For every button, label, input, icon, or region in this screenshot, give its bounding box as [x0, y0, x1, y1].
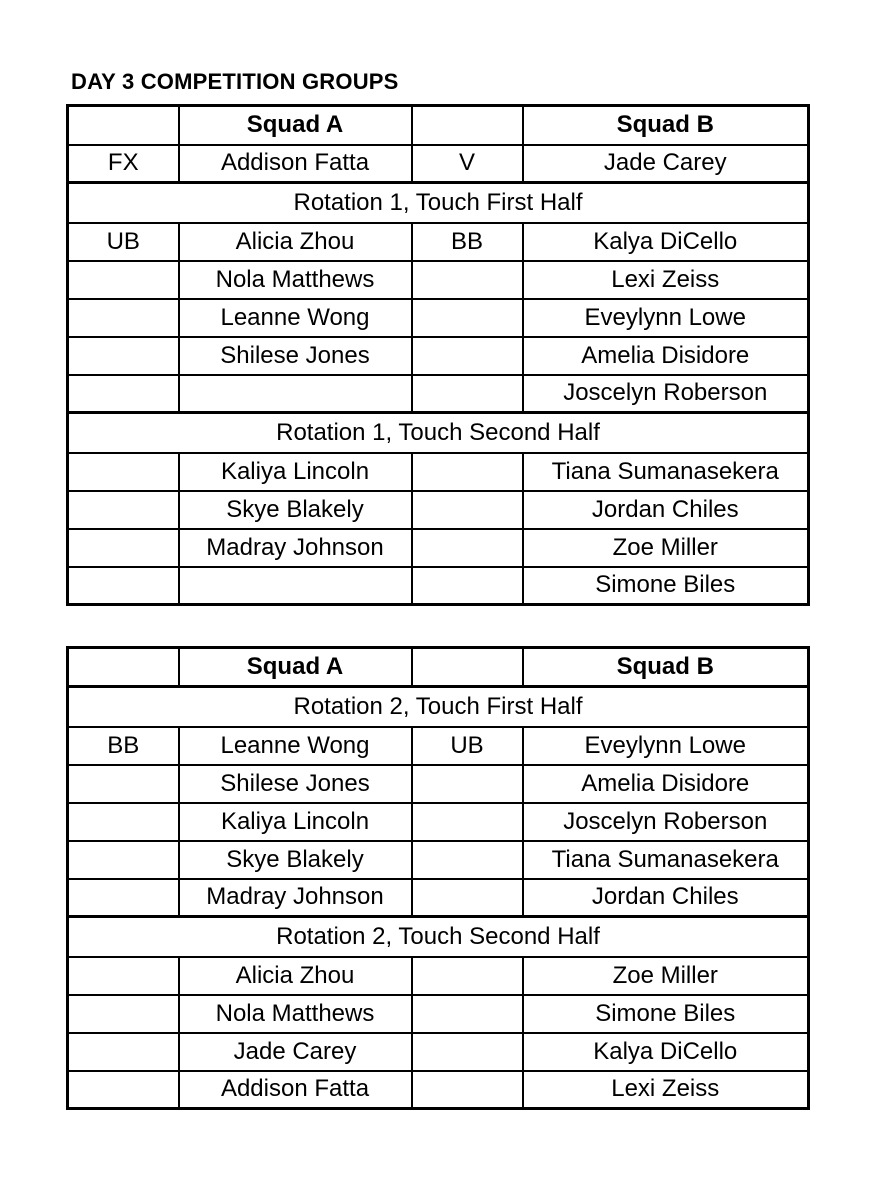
table-row: [68, 1033, 809, 1071]
squad-a-athlete: [179, 567, 412, 605]
event-a-cell: FX: [68, 145, 179, 183]
event-b-cell: [412, 491, 523, 529]
squad-b-athlete: Kalya DiCello: [523, 223, 809, 261]
squad-b-athlete: Jordan Chiles: [523, 879, 809, 917]
event-a-cell: [68, 841, 179, 879]
event-b-cell: [412, 261, 523, 299]
squad-b-athlete: Jade Carey: [523, 145, 809, 183]
table-row: [68, 299, 809, 337]
squad-b-athlete: Eveylynn Lowe: [523, 299, 809, 337]
table-row: [68, 727, 809, 765]
squad-a-athlete: Kaliya Lincoln: [179, 803, 412, 841]
table-row: [68, 491, 809, 529]
event-a-cell: [68, 995, 179, 1033]
event-b-cell: BB: [412, 223, 523, 261]
event-b-cell: UB: [412, 727, 523, 765]
event-b-cell: V: [412, 145, 523, 183]
event-a-cell: [68, 567, 179, 605]
event-b-cell: [412, 995, 523, 1033]
squad-a-athlete: Addison Fatta: [179, 1071, 412, 1109]
table-row: [68, 803, 809, 841]
rotation-heading-row: [68, 687, 809, 727]
squad-b-athlete: Jordan Chiles: [523, 491, 809, 529]
event-b-cell: [412, 375, 523, 413]
event-b-cell: [412, 299, 523, 337]
header-event-b: [412, 106, 523, 145]
squad-b-athlete: Kalya DiCello: [523, 1033, 809, 1071]
table-row: [68, 879, 809, 917]
rotation-heading: Rotation 1, Touch Second Half: [68, 413, 809, 453]
squad-b-athlete: Joscelyn Roberson: [523, 375, 809, 413]
squad-b-athlete: Tiana Sumanasekera: [523, 453, 809, 491]
header-squad-a: Squad A: [179, 106, 412, 145]
event-a-cell: [68, 803, 179, 841]
squad-b-athlete: Lexi Zeiss: [523, 261, 809, 299]
squad-a-athlete: Nola Matthews: [179, 995, 412, 1033]
event-b-cell: [412, 765, 523, 803]
table-row: [68, 529, 809, 567]
squad-a-athlete: Skye Blakely: [179, 841, 412, 879]
squad-b-athlete: Zoe Miller: [523, 529, 809, 567]
header-squad-b: Squad B: [523, 648, 809, 687]
table-row: [68, 841, 809, 879]
event-a-cell: [68, 337, 179, 375]
table-row: [68, 223, 809, 261]
header-event-a: [68, 106, 179, 145]
table-row: [68, 453, 809, 491]
rotation-heading-row: [68, 183, 809, 223]
event-b-cell: [412, 337, 523, 375]
page-title: DAY 3 COMPETITION GROUPS: [71, 69, 399, 94]
header-squad-a: Squad A: [179, 648, 412, 687]
event-a-cell: BB: [68, 727, 179, 765]
squad-a-athlete: Madray Johnson: [179, 529, 412, 567]
rotation-heading: Rotation 2, Touch Second Half: [68, 917, 809, 957]
table-row: [68, 765, 809, 803]
table-row: [68, 337, 809, 375]
squad-b-athlete: Simone Biles: [523, 995, 809, 1033]
table-row: [68, 567, 809, 605]
squad-a-athlete: Madray Johnson: [179, 879, 412, 917]
event-b-cell: [412, 1071, 523, 1109]
event-b-cell: [412, 529, 523, 567]
table-header-row: [68, 106, 809, 145]
squad-b-athlete: Eveylynn Lowe: [523, 727, 809, 765]
event-a-cell: [68, 879, 179, 917]
squad-a-athlete: Nola Matthews: [179, 261, 412, 299]
event-a-cell: [68, 491, 179, 529]
squad-b-athlete: Lexi Zeiss: [523, 1071, 809, 1109]
event-b-cell: [412, 567, 523, 605]
table-row: [68, 995, 809, 1033]
event-a-cell: UB: [68, 223, 179, 261]
event-a-cell: [68, 261, 179, 299]
rotation-heading: Rotation 2, Touch First Half: [68, 687, 809, 727]
table-row: [68, 957, 809, 995]
squad-b-athlete: Tiana Sumanasekera: [523, 841, 809, 879]
squad-a-athlete: Kaliya Lincoln: [179, 453, 412, 491]
squad-b-athlete: Amelia Disidore: [523, 765, 809, 803]
rotation-heading-row: [68, 413, 809, 453]
competition-table-2: [66, 646, 810, 1110]
event-a-cell: [68, 1071, 179, 1109]
rotation-heading-row: [68, 917, 809, 957]
table-header-row: [68, 648, 809, 687]
event-b-cell: [412, 957, 523, 995]
rotation-heading: Rotation 1, Touch First Half: [68, 183, 809, 223]
squad-a-athlete: Addison Fatta: [179, 145, 412, 183]
event-b-cell: [412, 453, 523, 491]
squad-b-athlete: Joscelyn Roberson: [523, 803, 809, 841]
event-b-cell: [412, 803, 523, 841]
competition-table-1: [66, 104, 810, 606]
squad-b-athlete: Amelia Disidore: [523, 337, 809, 375]
event-b-cell: [412, 1033, 523, 1071]
event-b-cell: [412, 841, 523, 879]
event-a-cell: [68, 529, 179, 567]
squad-b-athlete: Zoe Miller: [523, 957, 809, 995]
table-row: [68, 261, 809, 299]
event-a-cell: [68, 957, 179, 995]
header-event-a: [68, 648, 179, 687]
squad-a-athlete: Jade Carey: [179, 1033, 412, 1071]
event-a-cell: [68, 375, 179, 413]
squad-a-athlete: Alicia Zhou: [179, 223, 412, 261]
event-b-cell: [412, 879, 523, 917]
squad-b-athlete: Simone Biles: [523, 567, 809, 605]
event-a-cell: [68, 1033, 179, 1071]
header-squad-b: Squad B: [523, 106, 809, 145]
squad-a-athlete: Shilese Jones: [179, 765, 412, 803]
event-a-cell: [68, 453, 179, 491]
squad-a-athlete: Shilese Jones: [179, 337, 412, 375]
squad-a-athlete: Leanne Wong: [179, 299, 412, 337]
header-event-b: [412, 648, 523, 687]
squad-a-athlete: Skye Blakely: [179, 491, 412, 529]
squad-a-athlete: Alicia Zhou: [179, 957, 412, 995]
squad-a-athlete: Leanne Wong: [179, 727, 412, 765]
table-row: [68, 375, 809, 413]
squad-a-athlete: [179, 375, 412, 413]
table-row: [68, 145, 809, 183]
table-row: [68, 1071, 809, 1109]
event-a-cell: [68, 299, 179, 337]
event-a-cell: [68, 765, 179, 803]
